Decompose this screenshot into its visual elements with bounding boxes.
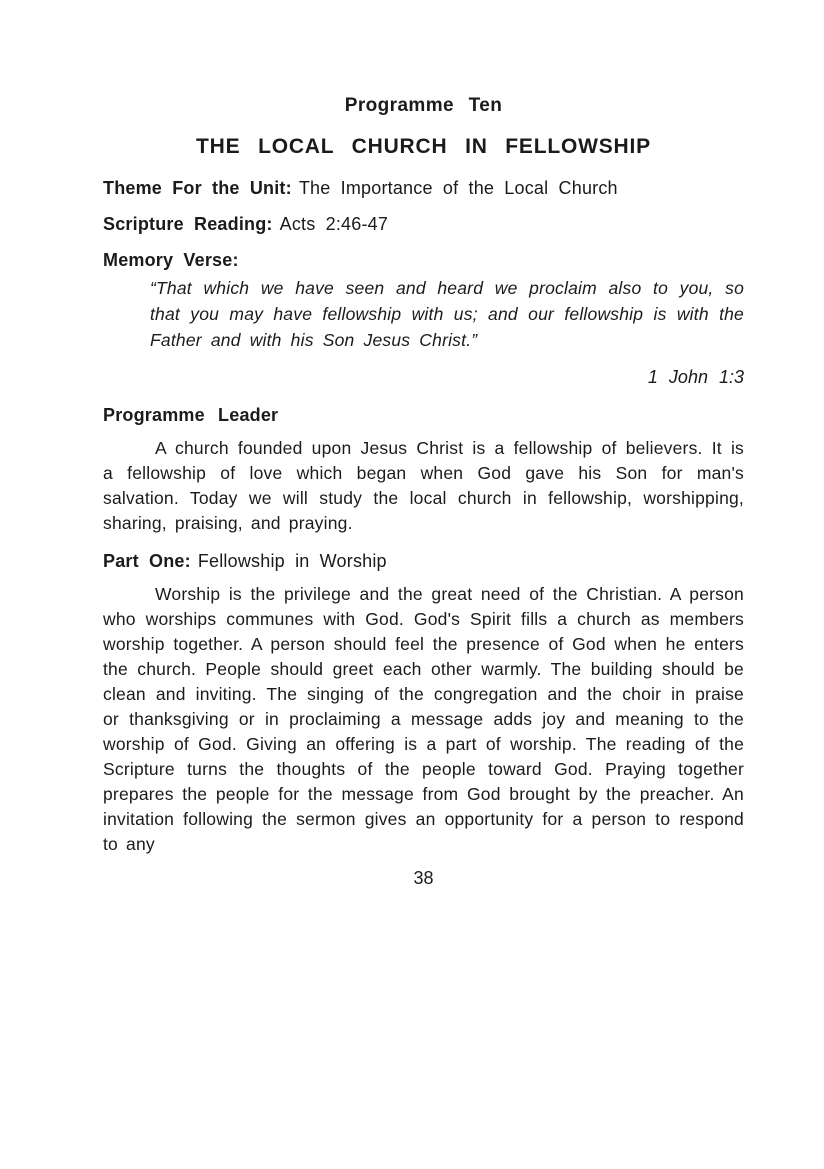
theme-line	[103, 176, 744, 201]
memory-verse-reference: 1 John 1:3	[647, 367, 744, 387]
page-title: THE LOCAL CHURCH IN FELLOWSHIP	[196, 135, 651, 158]
memory-verse-quote: “That which we have seen and heard we proclaim also to you, so that you may have fellowship with us; and our fellowship is with the Father and with his Son Jesus Christ.”	[150, 278, 744, 350]
part-one-title: Fellowship in Worship	[197, 551, 387, 571]
theme-label: Theme For the Unit:	[103, 178, 292, 198]
programme-leader-paragraph: A church founded upon Jesus Christ is a fellowship of believers. It is a fellowship of love which began when God gave his Son for man's salvation. Today we will study the local church in fellowship, worshipping, sharing, praising, and praying.	[103, 438, 744, 533]
part-one-heading	[103, 549, 744, 574]
theme-text: The Importance of the Local Church	[298, 178, 618, 198]
scripture-reading-label: Scripture Reading:	[103, 214, 273, 234]
part-one-label: Part One:	[103, 551, 191, 571]
memory-verse-label: Memory Verse:	[103, 250, 239, 270]
programme-number-heading: Programme Ten	[344, 95, 503, 116]
scripture-reading-text: Acts 2:46-47	[279, 214, 389, 234]
page-number: 38	[413, 868, 434, 888]
programme-leader-heading: Programme Leader	[103, 405, 279, 425]
part-one-paragraph: Worship is the privilege and the great need of the Christian. A person who worships communes with God. God's Spirit fills a church as members worship together. A person should feel the presence of God when he enters the church. People should greet each other warmly. The building should be clean and inviting. The singing of the congregation and the choir in praise or thanksgiving or in proclaiming a message adds joy and meaning to the worship of God. Giving an offering is a part of worship. The reading of the Scripture turns the thoughts of the people toward God. Praying together prepares the people for the message from God brought by the preacher. An invitation following the sermon gives an opportunity for a person to respond to any	[103, 584, 744, 854]
scripture-reading-line	[103, 212, 744, 237]
